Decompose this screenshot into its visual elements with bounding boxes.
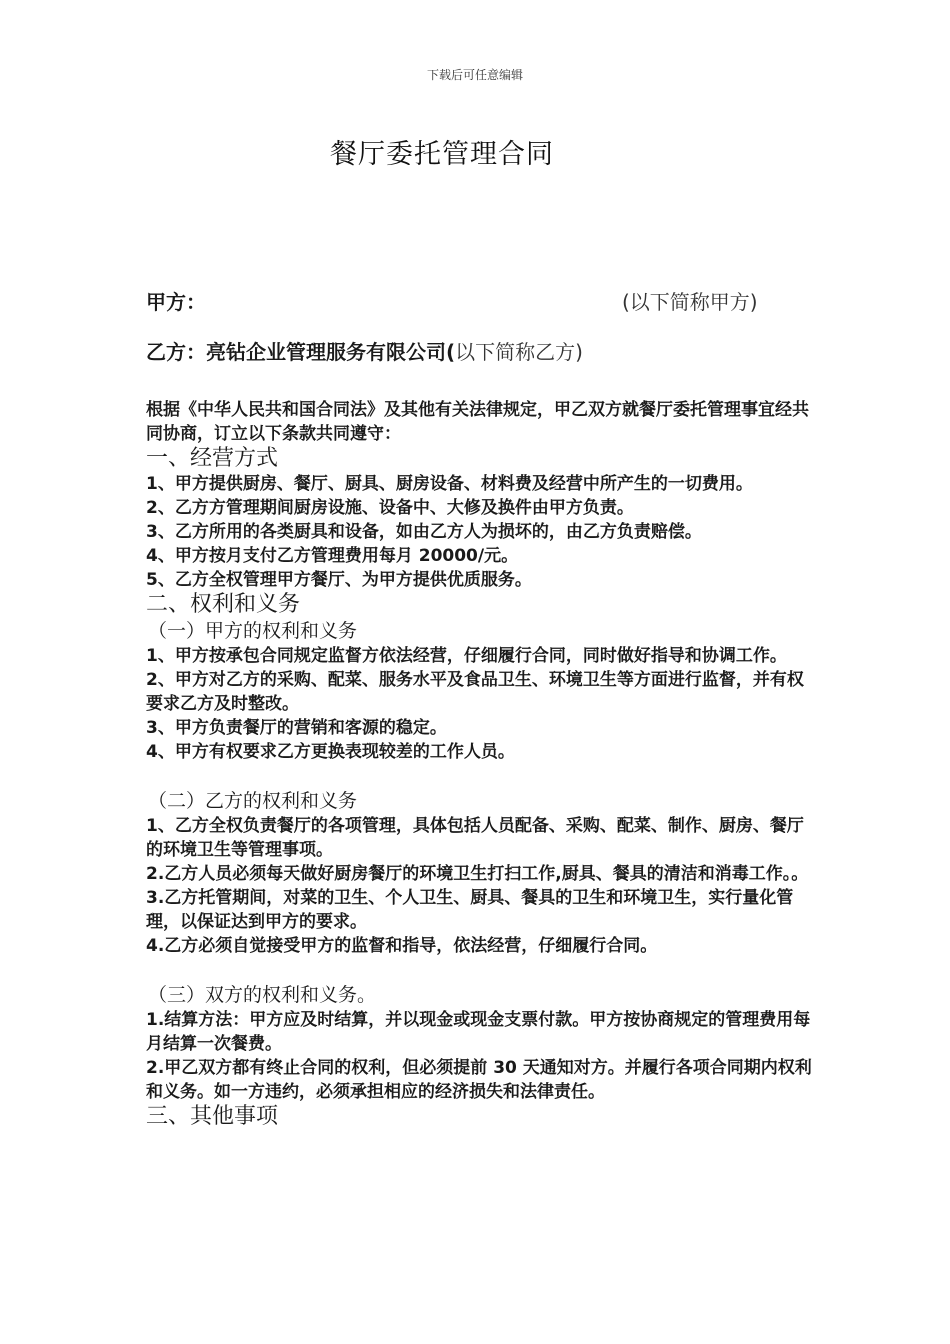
- subsection-heading-3: （三）双方的权利和义务。: [148, 984, 377, 1006]
- clause: 2、乙方方管理期间厨房设施、设备中、大修及换件由甲方负责。: [146, 498, 634, 518]
- clause: 2.甲乙双方都有终止合同的权利，但必须提前 30 天通知对方。并履行各项合同期内权利和义务。如一方违约，必须承担相应的经济损失和法律责任。: [146, 1058, 812, 1102]
- clause: 2、甲方对乙方的采购、配菜、服务水平及食品卫生、环境卫生等方面进行监督，并有权要求乙方及时整改。: [146, 670, 804, 714]
- page-header: 下载后可任意编辑: [426, 68, 523, 82]
- clause: 4、甲方按月支付乙方管理费用每月 20000/元。: [146, 546, 519, 566]
- clause: 3、甲方负责餐厅的营销和客源的稳定。: [146, 718, 447, 738]
- clause: 4.乙方必须自觉接受甲方的监督和指导，依法经营，仔细履行合同。: [146, 936, 658, 956]
- clause: 1、甲方按承包合同规定监督方依法经营，仔细履行合同，同时做好指导和协调工作。: [146, 646, 787, 666]
- clause: 5、乙方全权管理甲方餐厅、为甲方提供优质服务。: [146, 570, 532, 590]
- contract-body: [146, 398, 816, 1130]
- section-heading-2: 二、权利和义务: [146, 592, 301, 617]
- clause: 3、乙方所用的各类厨具和设备，如由乙方人为损坏的，由乙方负责赔偿。: [146, 522, 702, 542]
- clause: 4、甲方有权要求乙方更换表现较差的工作人员。: [146, 742, 515, 762]
- spacer: [146, 958, 816, 982]
- clause: 3.乙方托管期间，对菜的卫生、个人卫生、厨具、餐具的卫生和环境卫生，实行量化管理，以保证达到甲方的要求。: [146, 888, 794, 932]
- clause: 1、甲方提供厨房、餐厅、厨具、厨房设备、材料费及经营中所产生的一切费用。: [146, 474, 753, 494]
- party-b-line: [146, 336, 583, 365]
- party-b-label: 乙方：亮钻企业管理服务有限公司(: [146, 340, 456, 364]
- clause: 2.乙方人员必须每天做好厨房餐厅的环境卫生打扫工作,厨具、餐具的清洁和消毒工作。。: [146, 864, 809, 884]
- clause: 1、乙方全权负责餐厅的各项管理，具体包括人员配备、采购、配菜、制作、厨房、餐厅的环境卫生等管理事项。: [146, 816, 804, 860]
- subsection-heading-2: （二）乙方的权利和义务: [148, 790, 358, 812]
- intro-paragraph: 根据《中华人民共和国合同法》及其他有关法律规定，甲乙双方就餐厅委托管理事宜经共同协商，订立以下条款共同遵守：: [146, 400, 809, 444]
- party-a-label: 甲方：: [146, 290, 206, 314]
- party-b-note: 以下简称乙方): [455, 340, 583, 364]
- page-title: 餐厅委托管理合同: [330, 139, 554, 170]
- party-a-note: (以下简称甲方): [622, 290, 758, 314]
- section-heading-3: 三、其他事项: [146, 1104, 279, 1129]
- section-heading-1: 一、经营方式: [146, 446, 279, 471]
- clause: 1.结算方法：甲方应及时结算，并以现金或现金支票付款。甲方按协商规定的管理费用每月结算一次餐费。: [146, 1010, 811, 1054]
- subsection-heading-1: （一）甲方的权利和义务: [148, 620, 358, 642]
- spacer: [146, 764, 816, 788]
